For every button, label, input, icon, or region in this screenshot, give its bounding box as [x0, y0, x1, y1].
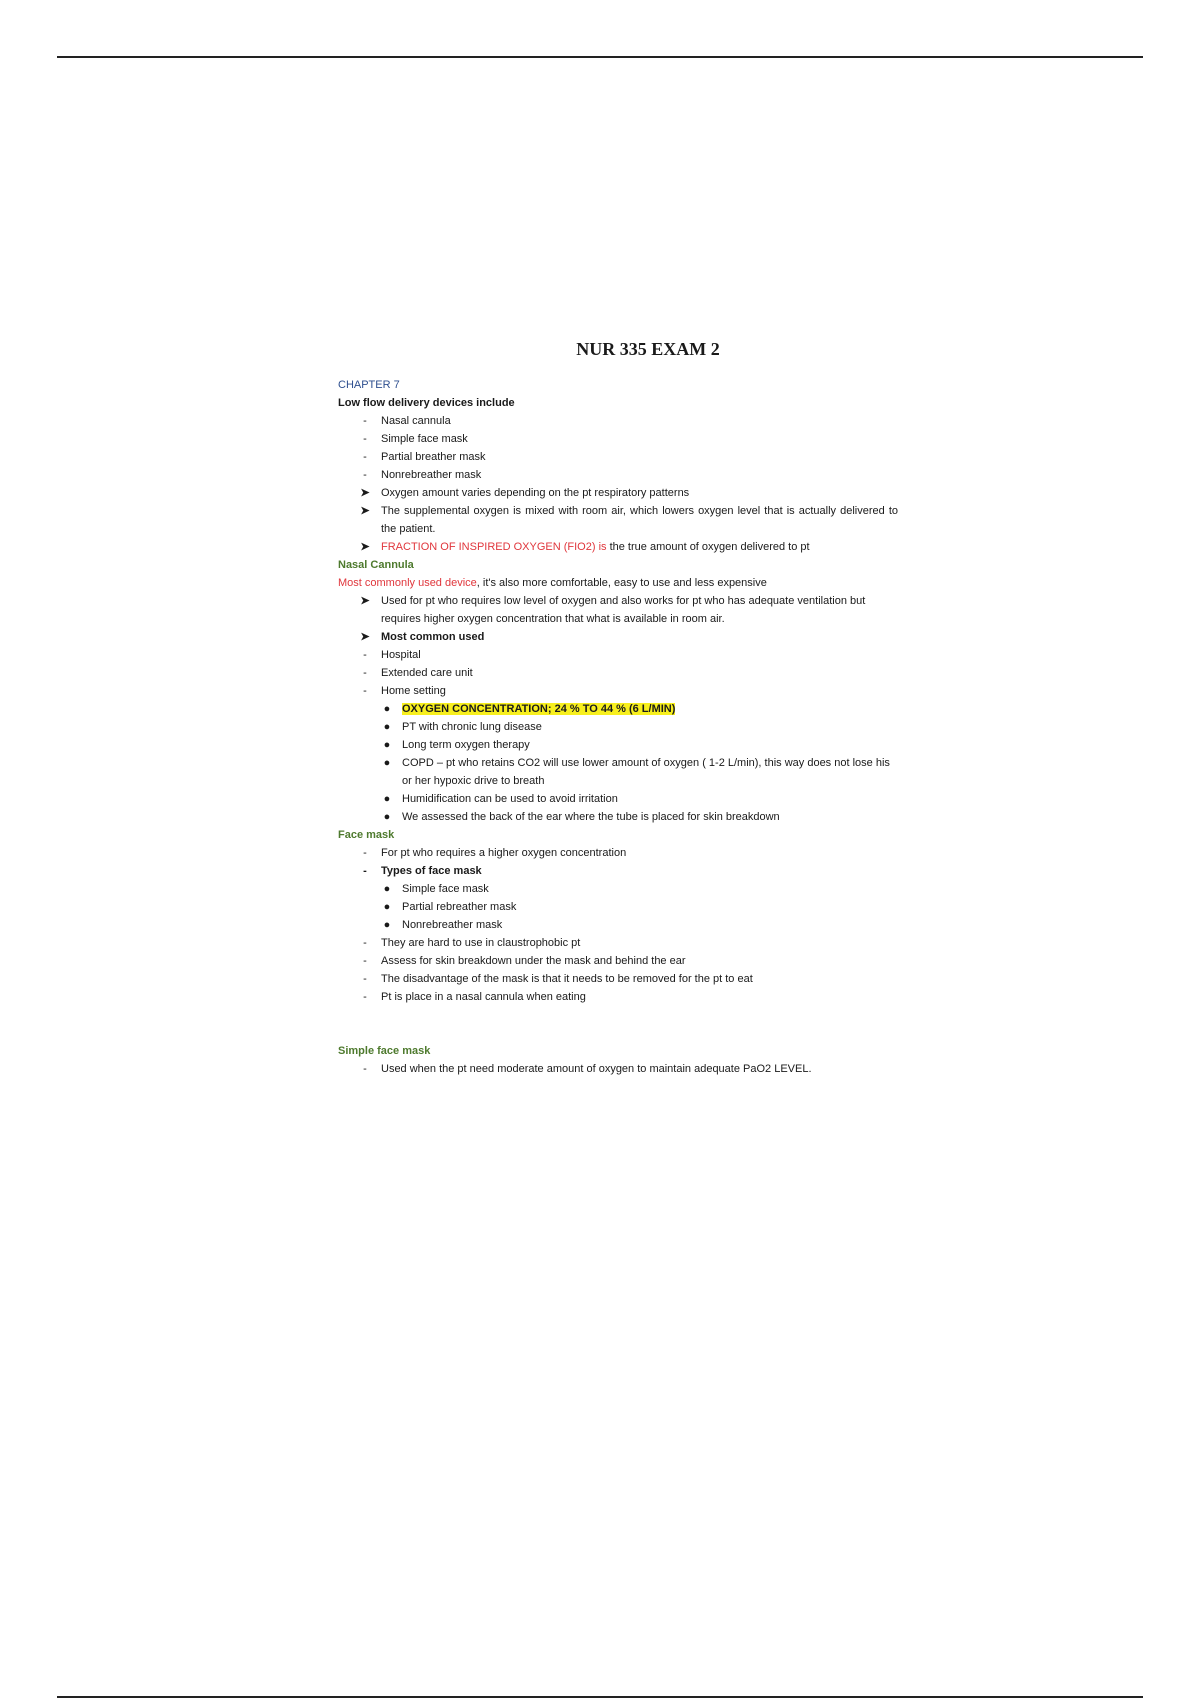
- dash-mark: -: [363, 649, 367, 661]
- bullet-dot-icon: ●: [383, 739, 391, 751]
- simple-face-mask-heading: Simple face mask: [338, 1045, 431, 1057]
- bullet-dot-icon: ●: [383, 703, 391, 715]
- face-mask-heading: Face mask: [338, 829, 395, 841]
- document-page: [338, 340, 898, 1078]
- list-item: - Pt is place in a nasal cannula when eating: [338, 988, 898, 1006]
- bullet-dot-icon: ●: [383, 811, 391, 823]
- dash-mark: -: [363, 469, 367, 481]
- dash-mark: -: [363, 667, 367, 679]
- bottom-rule: [57, 1696, 1143, 1698]
- dash-mark: -: [363, 937, 367, 949]
- spacer: [338, 1006, 898, 1042]
- dash-mark: -: [363, 433, 367, 445]
- bullet-dot-icon: ●: [383, 793, 391, 805]
- arrow-item: ➤ Used for pt who requires low level of oxygen and also works for pt who has adequate ventilation but requires higher oxygen concentration that what is available in room air.: [338, 592, 898, 628]
- oxygen-concentration-highlight: OXYGEN CONCENTRATION; 24 % TO 44 % (6 L/MIN): [402, 703, 676, 715]
- arrow-item: ➤ The supplemental oxygen is mixed with room air, which lowers oxygen level that is actually delivered to the patient.: [338, 502, 898, 538]
- list-item: - Nonrebreather mask: [338, 466, 898, 484]
- dash-mark: -: [363, 451, 367, 463]
- arrow-bullet-icon: ➤: [360, 595, 370, 607]
- list-item: - They are hard to use in claustrophobic pt: [338, 934, 898, 952]
- bullet-dot-icon: ●: [383, 883, 391, 895]
- list-item: - The disadvantage of the mask is that it needs to be removed for the pt to eat: [338, 970, 898, 988]
- arrow-bullet-icon: ➤: [360, 631, 370, 643]
- arrow-item: ➤ Most common used: [338, 628, 898, 646]
- bullet-item: ● We assessed the back of the ear where the tube is placed for skin breakdown: [338, 808, 898, 826]
- nasal-cannula-heading: Nasal Cannula: [338, 559, 414, 571]
- page-title: NUR 335 EXAM 2: [576, 339, 720, 359]
- arrow-bullet-icon: ➤: [360, 541, 370, 553]
- list-item: - Types of face mask: [338, 862, 898, 880]
- list-item: - Used when the pt need moderate amount of oxygen to maintain adequate PaO2 LEVEL.: [338, 1060, 898, 1078]
- list-item: - Extended care unit: [338, 664, 898, 682]
- list-item: - Hospital: [338, 646, 898, 664]
- dash-mark: -: [363, 685, 367, 697]
- dash-mark: -: [363, 973, 367, 985]
- dash-mark: -: [363, 955, 367, 967]
- bullet-dot-icon: ●: [383, 721, 391, 733]
- bullet-item: ● Simple face mask: [338, 880, 898, 898]
- bullet-item: ● Long term oxygen therapy: [338, 736, 898, 754]
- list-item: - For pt who requires a higher oxygen concentration: [338, 844, 898, 862]
- bullet-dot-icon: ●: [383, 919, 391, 931]
- arrow-bullet-icon: ➤: [360, 487, 370, 499]
- list-item: - Partial breather mask: [338, 448, 898, 466]
- bullet-item: ● PT with chronic lung disease: [338, 718, 898, 736]
- bullet-dot-icon: ●: [383, 901, 391, 913]
- bullet-item: ● Humidification can be used to avoid irritation: [338, 790, 898, 808]
- bullet-item: ● Nonrebreather mask: [338, 916, 898, 934]
- chapter-label: CHAPTER 7: [338, 379, 400, 391]
- dash-mark: -: [363, 415, 367, 427]
- bullet-dot-icon: ●: [383, 757, 391, 769]
- list-item: - Home setting: [338, 682, 898, 700]
- low-flow-heading: Low flow delivery devices include: [338, 397, 515, 409]
- top-rule: [57, 56, 1143, 58]
- bullet-item: ● COPD – pt who retains CO2 will use lower amount of oxygen ( 1-2 L/min), this way does not lose his or her hypoxic drive to breath: [338, 754, 898, 790]
- bullet-item: [338, 700, 898, 718]
- nasal-cannula-intro: Most commonly used device, it's also more comfortable, easy to use and less expensive: [338, 577, 767, 589]
- arrow-bullet-icon: ➤: [360, 505, 370, 517]
- dash-mark: -: [363, 865, 367, 877]
- dash-mark: -: [363, 991, 367, 1003]
- dash-mark: -: [363, 847, 367, 859]
- arrow-item: ➤ Oxygen amount varies depending on the pt respiratory patterns: [338, 484, 898, 502]
- fio2-term: FRACTION OF INSPIRED OXYGEN (FIO2) is: [381, 541, 607, 553]
- arrow-item: ➤ FRACTION OF INSPIRED OXYGEN (FIO2) is the true amount of oxygen delivered to pt: [338, 538, 898, 556]
- dash-mark: -: [363, 1063, 367, 1075]
- list-item: - Assess for skin breakdown under the mask and behind the ear: [338, 952, 898, 970]
- list-item: - Nasal cannula: [338, 412, 898, 430]
- bullet-item: ● Partial rebreather mask: [338, 898, 898, 916]
- list-item: - Simple face mask: [338, 430, 898, 448]
